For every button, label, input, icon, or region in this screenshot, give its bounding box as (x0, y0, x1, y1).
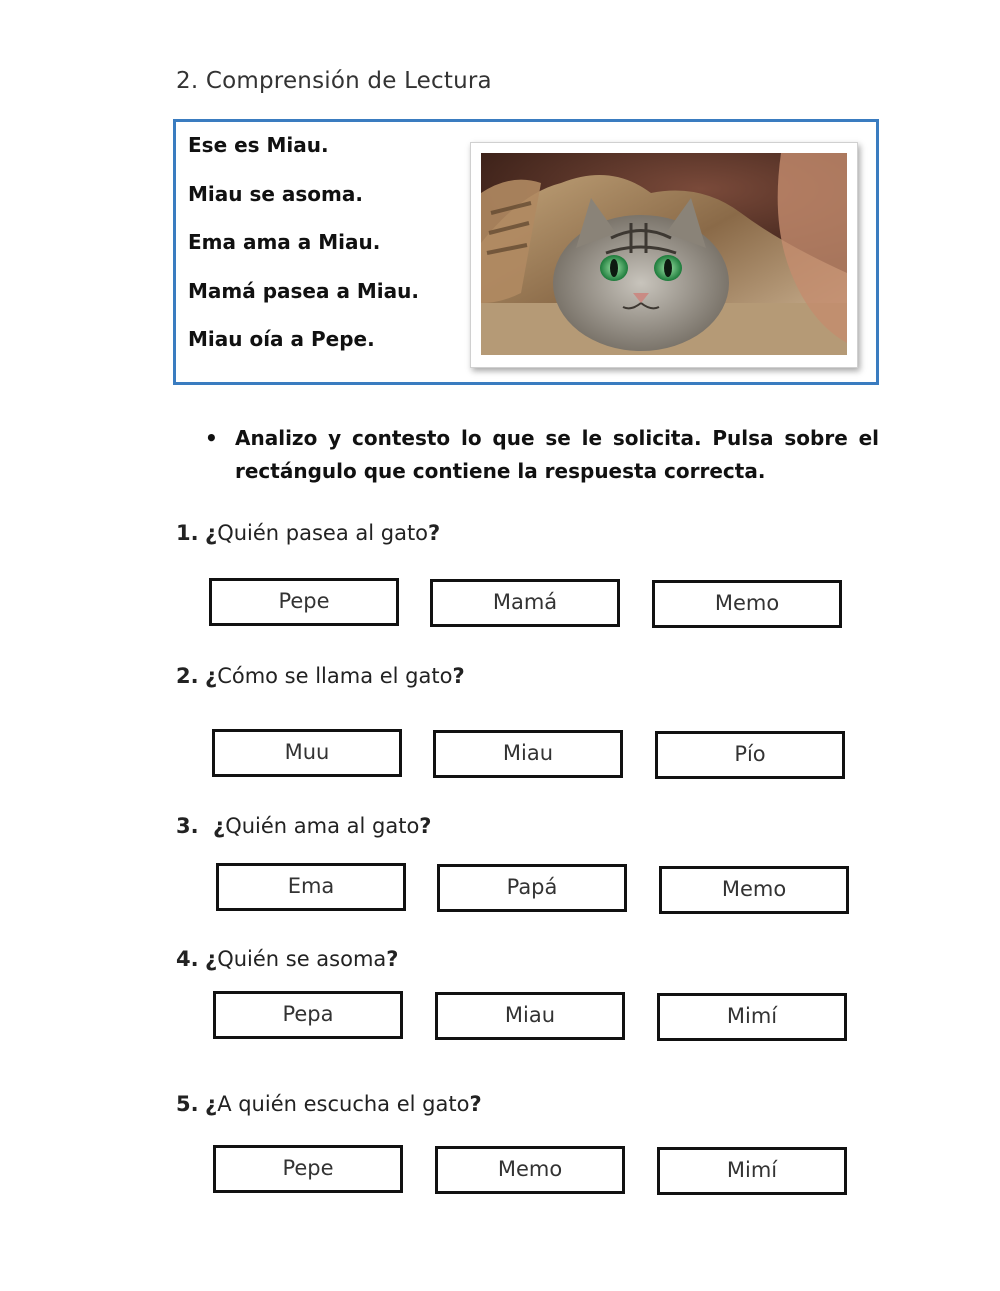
question-close-mark: ? (428, 521, 441, 545)
question-text: Quién se asoma (217, 947, 387, 971)
question-number: 5. (176, 1092, 199, 1116)
question-close-mark: ? (452, 664, 465, 688)
reading-line: Miau oía a Pepe. (188, 327, 375, 351)
cat-photo (470, 142, 858, 368)
question-3 (176, 814, 431, 838)
answer-option-papa[interactable]: Papá (437, 864, 627, 912)
question-number: 4. (176, 947, 199, 971)
answer-option-pepe[interactable]: Pepe (209, 578, 399, 626)
question-number: 3. (176, 814, 199, 838)
question-open-mark: ¿ (213, 814, 226, 838)
reading-line: Miau se asoma. (188, 181, 363, 206)
answer-option-miau[interactable]: Miau (435, 992, 625, 1040)
instruction (205, 422, 879, 488)
bullet: • (205, 426, 218, 450)
question-open-mark: ¿ (205, 947, 218, 971)
answer-option-mimi[interactable]: Mimí (657, 993, 847, 1041)
question-close-mark: ? (469, 1092, 482, 1116)
reading-line: Ese es Miau. (188, 133, 329, 157)
question-4 (176, 947, 398, 971)
answer-option-pepa[interactable]: Pepa (213, 991, 403, 1039)
question-open-mark: ¿ (205, 1092, 218, 1116)
question-text: Quién ama al gato (225, 814, 420, 838)
answer-option-memo[interactable]: Memo (435, 1146, 625, 1194)
answer-option-mama[interactable]: Mamá (430, 579, 620, 627)
question-5 (176, 1092, 482, 1116)
answer-option-ema[interactable]: Ema (216, 863, 406, 911)
reading-box (173, 119, 879, 385)
answer-option-pepe[interactable]: Pepe (213, 1145, 403, 1193)
question-close-mark: ? (419, 814, 432, 838)
question-text: Quién pasea al gato (217, 521, 429, 545)
question-text: A quién escucha el gato (217, 1092, 470, 1116)
instruction-text: Analizo y contesto lo que se le solicita. Pulsa sobre el rectángulo que contiene la respuesta correcta. (235, 426, 879, 483)
question-open-mark: ¿ (205, 664, 218, 688)
answer-option-pio[interactable]: Pío (655, 731, 845, 779)
reading-text (188, 130, 419, 373)
question-close-mark: ? (386, 947, 399, 971)
answer-option-muu[interactable]: Muu (212, 729, 402, 777)
cat-under-rug-image (481, 153, 847, 355)
answer-option-memo[interactable]: Memo (652, 580, 842, 628)
question-1 (176, 521, 440, 545)
answer-option-memo[interactable]: Memo (659, 866, 849, 914)
reading-line: Mamá pasea a Miau. (188, 278, 419, 303)
question-number: 2. (176, 664, 199, 688)
question-text: Cómo se llama el gato (217, 664, 453, 688)
question-2 (176, 664, 465, 688)
section-title: 2. Comprensión de Lectura (176, 68, 492, 94)
reading-line: Ema ama a Miau. (188, 230, 381, 254)
answer-option-miau[interactable]: Miau (433, 730, 623, 778)
answer-option-mimi[interactable]: Mimí (657, 1147, 847, 1195)
question-open-mark: ¿ (205, 521, 218, 545)
question-number: 1. (176, 521, 199, 545)
